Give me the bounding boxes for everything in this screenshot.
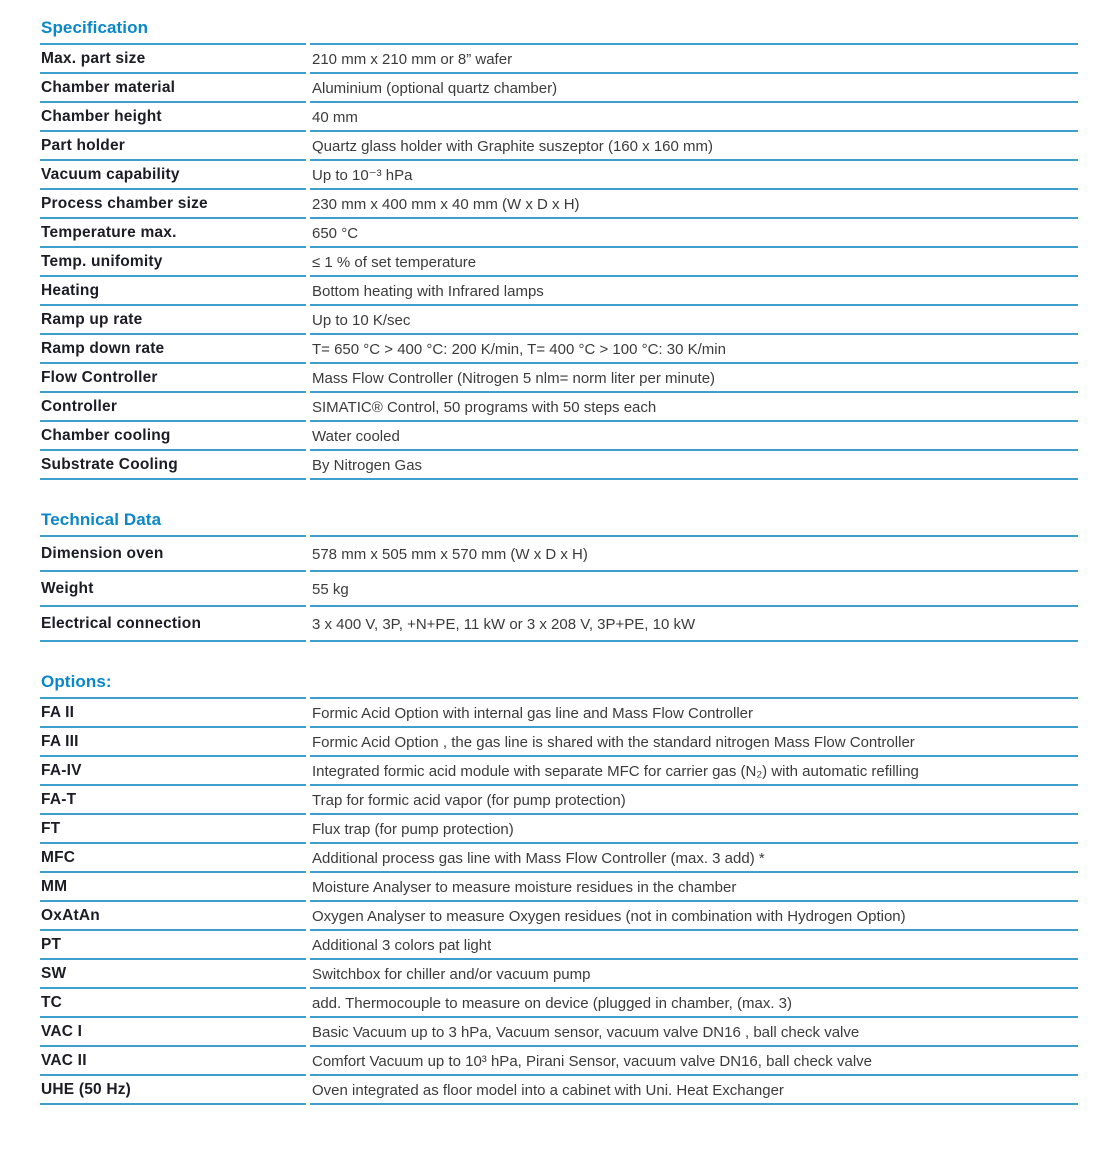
section-header-rule <box>310 18 1078 45</box>
row-value: 650 °C <box>310 219 1078 248</box>
row-label: Part holder <box>40 132 306 161</box>
table-row <box>40 103 1078 132</box>
row-value: Formic Acid Option , the gas line is shared with the standard nitrogen Mass Flow Controller <box>310 728 1078 757</box>
row-label: MFC <box>40 844 306 873</box>
section-header <box>40 18 1078 45</box>
table-row <box>40 1018 1078 1047</box>
section-header <box>40 672 1078 699</box>
row-label: Substrate Cooling <box>40 451 306 480</box>
section-header <box>40 510 1078 537</box>
table-row <box>40 45 1078 74</box>
row-label: Heating <box>40 277 306 306</box>
row-value: ≤ 1 % of set temperature <box>310 248 1078 277</box>
table-row <box>40 219 1078 248</box>
table-row <box>40 422 1078 451</box>
table-row <box>40 393 1078 422</box>
table-row <box>40 132 1078 161</box>
table-row <box>40 960 1078 989</box>
table-row <box>40 757 1078 786</box>
row-value: 230 mm x 400 mm x 40 mm (W x D x H) <box>310 190 1078 219</box>
row-value: add. Thermocouple to measure on device (plugged in chamber, (max. 3) <box>310 989 1078 1018</box>
row-label: Chamber material <box>40 74 306 103</box>
row-label: Vacuum capability <box>40 161 306 190</box>
table-row <box>40 844 1078 873</box>
section-title: Specification <box>41 18 149 37</box>
table-row <box>40 786 1078 815</box>
table-row <box>40 74 1078 103</box>
section-header-rule <box>310 672 1078 699</box>
row-value: Oxygen Analyser to measure Oxygen residues (not in combination with Hydrogen Option) <box>310 902 1078 931</box>
row-value: Up to 10⁻³ hPa <box>310 161 1078 190</box>
row-label: FA-IV <box>40 757 306 786</box>
row-value: 210 mm x 210 mm or 8” wafer <box>310 45 1078 74</box>
row-label: Weight <box>40 572 306 607</box>
row-value: Oven integrated as floor model into a cabinet with Uni. Heat Exchanger <box>310 1076 1078 1105</box>
row-label: VAC II <box>40 1047 306 1076</box>
section-header-rule <box>310 510 1078 537</box>
section-options <box>40 672 1078 1105</box>
table-row <box>40 190 1078 219</box>
table-row <box>40 335 1078 364</box>
table-row <box>40 248 1078 277</box>
row-label: Dimension oven <box>40 537 306 572</box>
section-title: Technical Data <box>41 510 162 529</box>
table-row <box>40 277 1078 306</box>
row-label: Chamber height <box>40 103 306 132</box>
row-value: Switchbox for chiller and/or vacuum pump <box>310 960 1078 989</box>
row-label: UHE (50 Hz) <box>40 1076 306 1105</box>
table-row <box>40 572 1078 607</box>
row-label: VAC I <box>40 1018 306 1047</box>
row-label: Chamber cooling <box>40 422 306 451</box>
table-row <box>40 989 1078 1018</box>
row-value: Basic Vacuum up to 3 hPa, Vacuum sensor, vacuum valve DN16 , ball check valve <box>310 1018 1078 1047</box>
row-value: Flux trap (for pump protection) <box>310 815 1078 844</box>
row-label: FT <box>40 815 306 844</box>
section-technical-data <box>40 510 1078 642</box>
row-label: FA III <box>40 728 306 757</box>
row-label: MM <box>40 873 306 902</box>
spec-sheet-page <box>40 18 1078 1105</box>
table-row <box>40 1047 1078 1076</box>
row-value: Comfort Vacuum up to 10³ hPa, Pirani Sensor, vacuum valve DN16, ball check valve <box>310 1047 1078 1076</box>
row-value: T= 650 °C > 400 °C: 200 K/min, T= 400 °C > 100 °C: 30 K/min <box>310 335 1078 364</box>
row-value: Bottom heating with Infrared lamps <box>310 277 1078 306</box>
row-value: By Nitrogen Gas <box>310 451 1078 480</box>
row-value: 55 kg <box>310 572 1078 607</box>
row-value: 578 mm x 505 mm x 570 mm (W x D x H) <box>310 537 1078 572</box>
table-row <box>40 728 1078 757</box>
row-label: Process chamber size <box>40 190 306 219</box>
row-value: Integrated formic acid module with separate MFC for carrier gas (N₂) with automatic refilling <box>310 757 1078 786</box>
row-label: Ramp up rate <box>40 306 306 335</box>
table-row <box>40 537 1078 572</box>
table-row <box>40 607 1078 642</box>
row-value: Formic Acid Option with internal gas line and Mass Flow Controller <box>310 699 1078 728</box>
row-value: Up to 10 K/sec <box>310 306 1078 335</box>
row-label: Controller <box>40 393 306 422</box>
row-value: 40 mm <box>310 103 1078 132</box>
row-label: Temp. unifomity <box>40 248 306 277</box>
row-value: Trap for formic acid vapor (for pump protection) <box>310 786 1078 815</box>
row-label: Electrical connection <box>40 607 306 642</box>
table-row <box>40 699 1078 728</box>
row-label: Flow Controller <box>40 364 306 393</box>
table-row <box>40 815 1078 844</box>
row-value: Moisture Analyser to measure moisture residues in the chamber <box>310 873 1078 902</box>
table-row <box>40 902 1078 931</box>
row-value: Additional process gas line with Mass Flow Controller (max. 3 add) * <box>310 844 1078 873</box>
table-row <box>40 161 1078 190</box>
row-label: Ramp down rate <box>40 335 306 364</box>
row-label: FA II <box>40 699 306 728</box>
row-value: Aluminium (optional quartz chamber) <box>310 74 1078 103</box>
row-value: 3 x 400 V, 3P, +N+PE, 11 kW or 3 x 208 V, 3P+PE, 10 kW <box>310 607 1078 642</box>
row-label: FA-T <box>40 786 306 815</box>
table-row <box>40 306 1078 335</box>
section-specification <box>40 18 1078 480</box>
table-row <box>40 931 1078 960</box>
row-label: OxAtAn <box>40 902 306 931</box>
row-value: Additional 3 colors pat light <box>310 931 1078 960</box>
table-row <box>40 873 1078 902</box>
row-value: SIMATIC® Control, 50 programs with 50 steps each <box>310 393 1078 422</box>
row-value: Quartz glass holder with Graphite suszeptor (160 x 160 mm) <box>310 132 1078 161</box>
section-title: Options: <box>41 672 112 691</box>
row-label: TC <box>40 989 306 1018</box>
table-row <box>40 1076 1078 1105</box>
row-value: Water cooled <box>310 422 1078 451</box>
table-row <box>40 451 1078 480</box>
table-row <box>40 364 1078 393</box>
row-label: PT <box>40 931 306 960</box>
row-label: Temperature max. <box>40 219 306 248</box>
row-label: SW <box>40 960 306 989</box>
row-label: Max. part size <box>40 45 306 74</box>
row-value: Mass Flow Controller (Nitrogen 5 nlm= norm liter per minute) <box>310 364 1078 393</box>
